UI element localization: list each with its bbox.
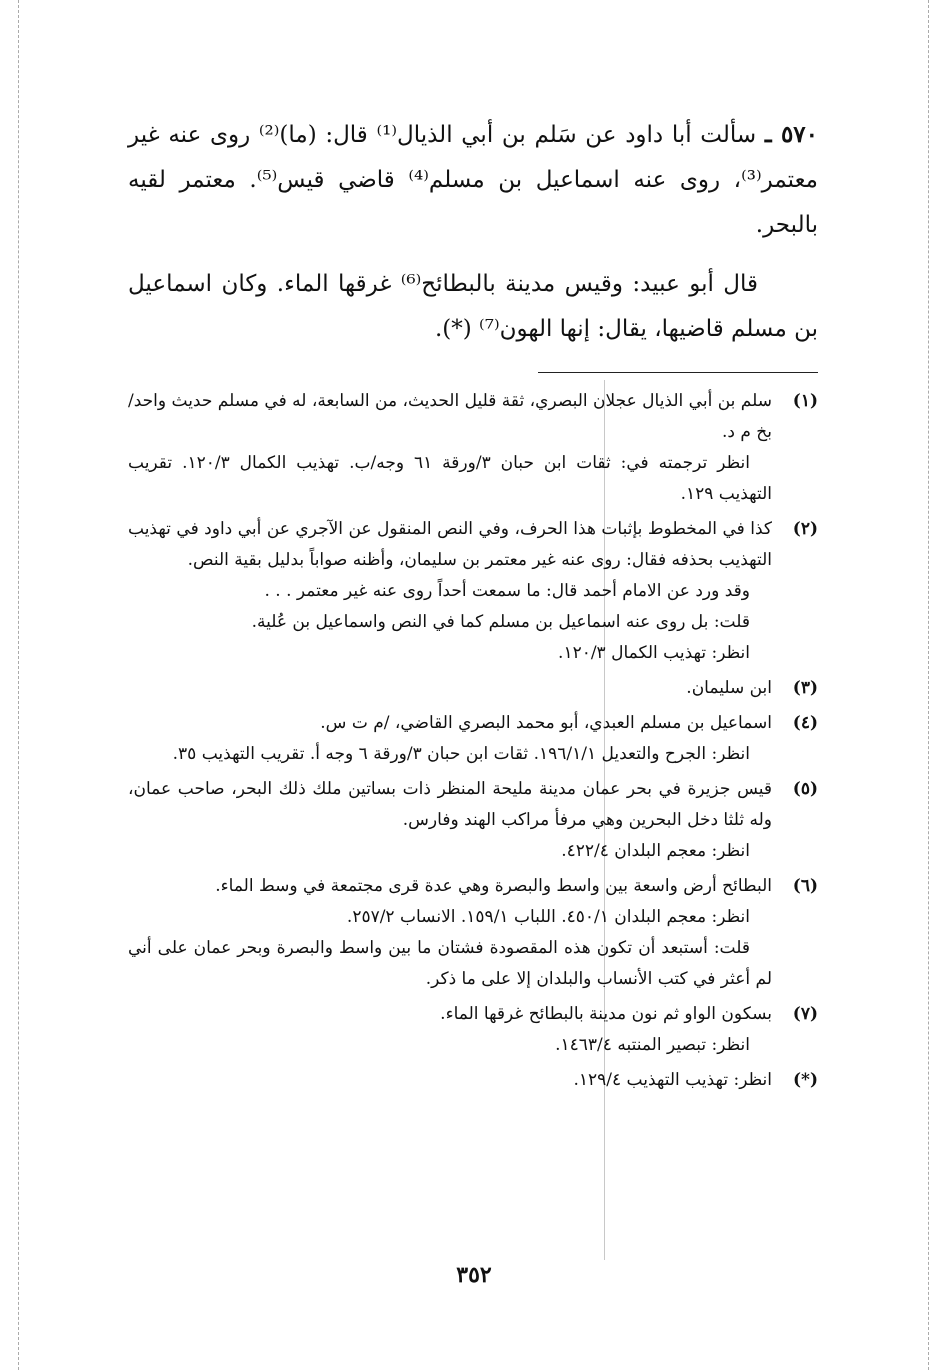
footnote-separator	[538, 372, 818, 373]
footnote-line: انظر: الجرح والتعديل ١٩٦/١/١. ثقات ابن حبان ٣/ورقة ٦ وجه أ. تقريب التهذيب ٣٥.	[172, 744, 750, 764]
footnote-body	[128, 386, 772, 510]
footnote-line: قلت: بل روى عنه اسماعيل بن مسلم كما في النص واسماعيل بن عُلية.	[251, 612, 750, 632]
footnote-body	[128, 871, 772, 995]
footnote-number: (*)	[793, 1070, 818, 1090]
footnote	[128, 514, 818, 669]
footnote	[128, 999, 818, 1061]
footnote-line: انظر: تهذيب الكمال ١٢٠/٣.	[558, 643, 750, 663]
footnote	[128, 871, 818, 995]
main-paragraph-1-text: سألت أبا داود عن سَلم بن أبي الذيال⁽¹⁾ قال: (ما)⁽²⁾ روى عنه غير معتمر⁽³⁾، روى عنه اسماعيل بن مسلم⁽⁴⁾ قاضي قيس⁽⁵⁾. معتمر لقيه بالبحر.	[128, 122, 818, 238]
footnote-line: بسكون الواو ثم نون مدينة بالبطائح غرقها الماء.	[440, 1004, 772, 1024]
footnote-body	[128, 1065, 772, 1096]
footnote-line: كذا في المخطوط بإثبات هذا الحرف، وفي النص المنقول عن الآجري عن أبي داود في تهذيب التهذيب بحذفه فقال: روى عنه غير معتمر بن سليمان، وأظنه صواباً بدليل بقية النص.	[128, 519, 772, 570]
scan-edge-left	[18, 0, 19, 1370]
footnote-body	[128, 774, 772, 867]
footnote-number: (٤)	[792, 713, 818, 733]
footnote-number: (٣)	[792, 678, 818, 698]
footnotes	[128, 386, 818, 1100]
footnote-line: انظر: تهذيب التهذيب ١٢٩/٤.	[573, 1070, 772, 1090]
footnote-line: انظر: معجم البلدان ٤٥٠/١. اللباب ١٥٩/١. الانساب ٢٥٧/٢.	[346, 907, 750, 927]
footnote-body	[128, 708, 772, 770]
footnote	[128, 1065, 818, 1096]
footnote-line: قلت: أستبعد أن تكون هذه المقصودة فشتان ما بين واسط والبصرة وبحر عمان على أني لم أعثر في كتب الأنساب والبلدان إلا على ما ذكر.	[128, 938, 772, 989]
footnote-line: وقد ورد عن الامام أحمد قال: ما سمعت أحداً روى عنه غير معتمر . . .	[264, 581, 750, 601]
footnote-body	[128, 999, 772, 1061]
scan-edge-right	[928, 0, 929, 1370]
footnote	[128, 386, 818, 510]
entry-number: ٥٧٠ ـ	[764, 121, 819, 148]
footnote-number: (٥)	[792, 779, 818, 799]
main-paragraph-1	[128, 112, 818, 248]
footnote-number: (٧)	[792, 1004, 818, 1024]
footnote	[128, 708, 818, 770]
footnote-line: انظر: معجم البلدان ٤٢٢/٤.	[561, 841, 750, 861]
footnote-line: البطائح أرض واسعة بين واسط والبصرة وهي عدة قرى مجتمعة في وسط الماء.	[215, 876, 772, 896]
footnote-body	[128, 673, 772, 704]
footnote-line: قيس جزيرة في بحر عمان مدينة مليحة المنظر ذات بساتين ملك ذلك البحر، صاحب عمان، وله ثلثا دخل البحرين وهي مرفأ مراكب الهند وفارس.	[128, 779, 772, 830]
footnote-line: انظر ترجمته في: ثقات ابن حبان ٣/ورقة ٦١ وجه/ب. تهذيب الكمال ١٢٠/٣. تقريب التهذيب ١٢٩.	[128, 453, 772, 504]
footnote-number: (١)	[792, 391, 818, 411]
footnote-line: ابن سليمان.	[686, 678, 772, 698]
footnote	[128, 774, 818, 867]
footnote-body	[128, 514, 772, 669]
main-paragraph-2: قال أبو عبيد: وقيس مدينة بالبطائح⁽⁶⁾ غرقها الماء. وكان اسماعيل بن مسلم قاضيها، يقال: إنها الهون⁽⁷⁾ (*).	[128, 271, 818, 342]
footnote-number: (٢)	[792, 519, 818, 539]
footnote	[128, 673, 818, 704]
page-number: ٣٥٢	[456, 1262, 492, 1288]
footnote-line: انظر: تبصير المنتبه ١٤٦٣/٤.	[555, 1035, 750, 1055]
footnote-line: اسماعيل بن مسلم العبدي، أبو محمد البصري القاضي، /م ت س.	[320, 713, 772, 733]
footnote-number: (٦)	[792, 876, 818, 896]
footnote-line: سلم بن أبي الذيال عجلان البصري، ثقة قليل الحديث، من السابعة، له في مسلم حديث واحد/بخ م د.	[128, 391, 772, 442]
main-text	[128, 112, 818, 352]
